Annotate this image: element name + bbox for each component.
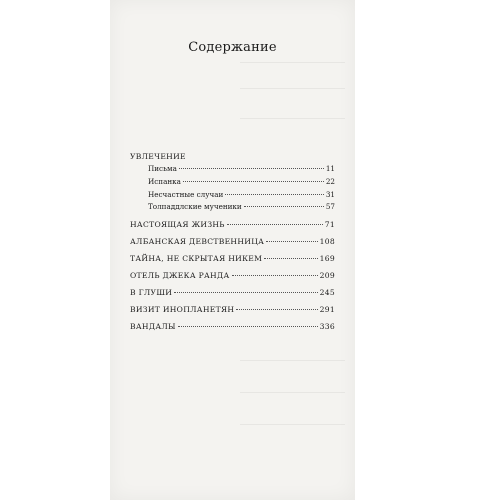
toc-main-entry (130, 237, 335, 249)
toc-entry-label: Испанка (148, 176, 181, 186)
toc-main-entry (130, 254, 335, 266)
toc-entry-label: ВАНДАЛЫ (130, 322, 176, 332)
toc-entry-label: Несчастные случаи (148, 189, 224, 199)
dot-leader (236, 309, 317, 310)
toc-entry-label: ВИЗИТ ИНОПЛАНЕТЯН (130, 305, 235, 315)
show-through-line (240, 88, 345, 89)
toc-page-number: 57 (325, 202, 335, 212)
toc-main-entry (130, 288, 335, 300)
toc-sub-entry (130, 177, 335, 190)
toc-page-number: 336 (319, 322, 335, 332)
show-through-line (240, 424, 345, 425)
toc-sub-entry (130, 164, 335, 177)
toc-main-entry (130, 271, 335, 283)
dot-leader (174, 292, 317, 293)
toc-entry-label: НАСТОЯЩАЯ ЖИЗНЬ (130, 220, 225, 230)
show-through-line (240, 62, 345, 63)
toc-entry-label: ТАЙНА, НЕ СКРЫТАЯ НИКЕМ (130, 254, 263, 264)
dot-leader (244, 206, 324, 207)
show-through-line (240, 360, 345, 361)
dot-leader (183, 181, 324, 182)
toc-page-number: 22 (325, 176, 335, 186)
toc-page-number: 169 (319, 254, 335, 264)
toc-page-number: 11 (325, 164, 335, 173)
toc-page-number: 31 (325, 189, 335, 199)
toc-entry-label: Толпаддлские мученики (148, 202, 242, 212)
toc-sub-entry (130, 190, 335, 203)
toc-main-entry (130, 305, 335, 317)
toc-entry-label: АЛБАНСКАЯ ДЕВСТВЕННИЦА (130, 237, 265, 247)
page-title: Содержание (188, 40, 277, 55)
dot-leader (178, 326, 318, 327)
toc-main-entry (130, 322, 335, 334)
toc-entry-label: Письма (148, 164, 177, 173)
toc-page-number: 209 (319, 271, 335, 281)
toc-main-entry (130, 220, 335, 232)
toc-section-heading: УВЛЕЧЕНИЕ (130, 152, 186, 161)
dot-leader (179, 168, 324, 169)
dot-leader (227, 224, 323, 225)
toc-entry-label: ОТЕЛЬ ДЖЕКА РАНДА (130, 271, 230, 281)
table-of-contents (130, 152, 335, 334)
dot-leader (232, 275, 318, 276)
show-through-line (240, 392, 345, 393)
book-page (110, 0, 355, 500)
dot-leader (266, 241, 317, 242)
toc-page-number: 71 (324, 220, 335, 230)
toc-page-number: 245 (319, 288, 335, 298)
dot-leader (264, 258, 317, 259)
show-through-line (240, 118, 345, 119)
toc-page-number: 291 (319, 305, 335, 315)
toc-page-number: 108 (319, 237, 335, 247)
toc-sub-entry (130, 202, 335, 215)
dot-leader (225, 194, 324, 195)
toc-entry-label: В ГЛУШИ (130, 288, 173, 298)
